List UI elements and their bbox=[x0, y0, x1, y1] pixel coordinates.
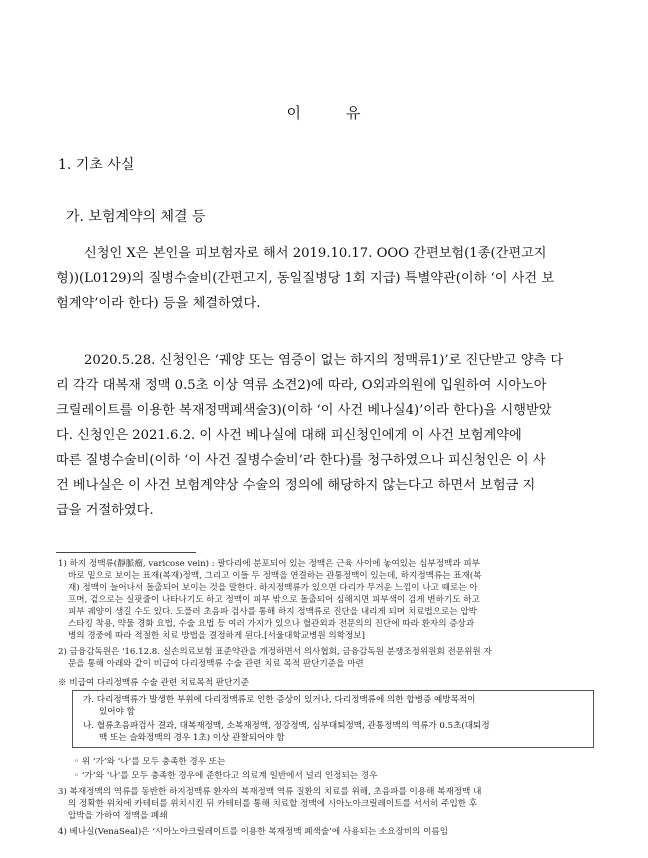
footnote-line: 피부 궤양이 생길 수도 있다. 도플러 초음파 검사를 통해 하지 정맥류로 진단을 내리게 되며 치료법으로는 압박 bbox=[68, 607, 477, 617]
subsection-heading-a: 가. 보험계약의 체결 등 bbox=[66, 209, 206, 225]
footnote-line: 3) 복재정맥의 역류를 동반한 하지정맥류 환자의 복재정맥 역류 질환의 치료를 위해, 초음파를 이용해 복재정맥 내 bbox=[58, 787, 482, 797]
paragraph-line: 급을 거절하였다. bbox=[56, 503, 154, 518]
footnote-line: 의 정확한 위치에 카테터를 위치시킨 뒤 카테터를 통해 치료할 정맥에 시아노아크릴레이트를 서서히 주입한 후 bbox=[68, 799, 478, 809]
footnote-line: 1) 하지 정맥류(靜脈瘤, varicose vein) : 팔다리에 분포되어 있는 정맥은 근육 사이에 놓여있는 심부정맥과 피부 bbox=[58, 559, 480, 569]
footnote-line: 프며, 겉으로는 실핏줄이 나타나기도 하고 정맥이 피부 밖으로 돌출되어 심해지면 피부색이 검게 변하기도 하고 bbox=[68, 595, 480, 605]
footnote-line: 문을 통해 아래와 같이 비급여 다리정맥류 수술 관련 치료 목적 판단기준을 마련 bbox=[68, 659, 364, 669]
footnote-4: 4) 베나실(VenaSeal)은 ‘시아노아크릴레이트를 이용한 복재정맥 폐색술’에 사용되는 소요장비의 이름임 bbox=[58, 827, 449, 837]
paragraph-line: 따른 질병수술비(이하 ‘이 사건 질병수술비’라 한다)를 청구하였으나 피신청인은 이 사 bbox=[56, 453, 546, 468]
criteria-bullet: ◦ ‘가’와 ‘나’를 모두 충족한 경우에 준한다고 의료계 일반에서 널리 인정되는 경우 bbox=[74, 771, 378, 781]
document-title: 이 유 bbox=[286, 104, 362, 122]
footnote-line: 바로 밑으로 보이는 표재(복재)정맥, 그리고 이들 두 정맥을 연결하는 관통정맥이 있는데, 하지정맥류는 표재(복 bbox=[68, 571, 482, 581]
paragraph-line: 험계약’이라 한다) 등을 체결하였다. bbox=[56, 296, 261, 311]
criteria-item: 나. 혈류초음파검사 결과, 대복재정맥, 소복재정맥, 정강정맥, 심부대퇴정맥, 관통정맥의 역류가 0.5초(대퇴정 bbox=[83, 721, 490, 731]
paragraph-line: 신청인 X은 본인을 피보험자로 해서 2019.10.17. OOO 간편보험(1종(간편고지 bbox=[84, 246, 547, 261]
footnote-line: 2) 금융감독원은 '16.12.8. 실손의료보험 표준약관을 개정하면서 의사협회, 금융감독원 분쟁조정위원회 전문위원 자 bbox=[58, 647, 492, 657]
footnote-line: 재) 정맥이 늘어나서 돌출되어 보이는 것을 말한다. 하지정맥류가 있으면 다리가 무거운 느낌이 나고 때로는 아 bbox=[68, 583, 478, 593]
paragraph-line: 다. 신청인은 2021.6.2. 이 사건 베나실에 대해 피신청인에게 이 사건 보험계약에 bbox=[56, 428, 522, 443]
criteria-box bbox=[72, 690, 594, 748]
criteria-bullet: ◦ 위 ‘가’와 ‘나’를 모두 충족한 경우 또는 bbox=[74, 757, 226, 767]
footnote-line: 스타킹 착용, 약물 경화 요법, 수술 요법 등 여러 가지가 있으나 혈관외과 전문의의 진단에 따라 환자의 증상과 bbox=[68, 619, 475, 629]
criteria-item: 있어야 함 bbox=[99, 707, 135, 717]
footnote-line: 병의 경중에 따라 적절한 치료 방법을 결정하게 된다.[서울대학교병원 의학정보] bbox=[68, 631, 365, 641]
criteria-item: 가. 다리정맥류가 발생한 부위에 다리정맥류로 인한 증상이 있거나, 다리정맥류에 의한 합병증 예방목적이 bbox=[83, 695, 476, 705]
section-heading-1: 1. 기초 사실 bbox=[58, 157, 135, 173]
criteria-heading: ※ 비급여 다리정맥류 수술 관련 치료목적 판단기준 bbox=[58, 678, 250, 688]
paragraph-line: 건 베나실은 이 사건 보험계약상 수술의 정의에 해당하지 않는다고 하면서 보험금 지 bbox=[56, 478, 536, 493]
footnote-divider bbox=[56, 552, 196, 553]
paragraph-line: 2020.5.28. 신청인은 ‘궤양 또는 염증이 없는 하지의 정맥류1)’로 진단받고 양측 다 bbox=[84, 353, 564, 368]
paragraph-line: 리 각각 대복재 정맥 0.5초 이상 역류 소견2)에 따라, O외과의원에 입원하여 시아노아 bbox=[56, 378, 547, 393]
footnote-line: 압박을 가하여 정맥을 폐쇄 bbox=[68, 811, 168, 821]
paragraph-line: 크릴레이트를 이용한 복재정맥폐색술3)(이하 ‘이 사건 베나실4)’이라 한다)을 시행받았 bbox=[56, 403, 552, 418]
paragraph-line: 형))(L0129)의 질병수술비(간편고지, 동일질병당 1회 지급) 특별약관(이하 ‘이 사건 보 bbox=[56, 271, 555, 286]
criteria-item: 맥 또는 슬와정맥의 경우 1초) 이상 관찰되어야 함 bbox=[99, 733, 285, 743]
